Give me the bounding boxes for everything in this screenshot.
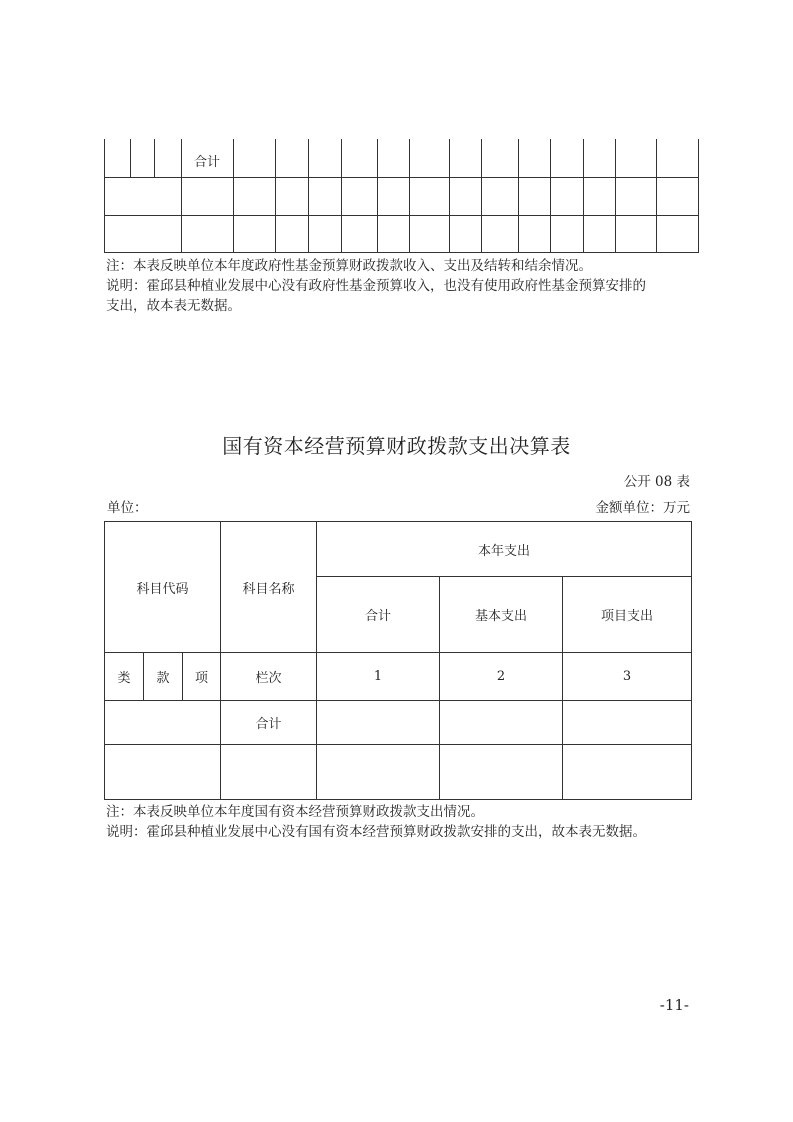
- note-line: 注：本表反映单位本年度政府性基金预算财政拨款收入、支出及结转和结余情况。: [106, 258, 592, 274]
- column-number: 1: [317, 653, 440, 701]
- code-item: 项: [183, 653, 221, 701]
- note-line: 说明：霍邱县种植业发展中心没有政府性基金预算收入，也没有使用政府性基金预算安排的: [106, 278, 646, 294]
- header-name: 科目名称: [221, 522, 317, 653]
- table-row: [105, 522, 692, 577]
- note-line: 说明：霍邱县种植业发展中心没有国有资本经营预算财政拨款安排的支出，故本表无数据。: [106, 824, 646, 840]
- header-year-expense: 本年支出: [317, 522, 692, 577]
- header-total: 合计: [317, 577, 440, 653]
- column-number: 2: [440, 653, 563, 701]
- top-continued-table: [104, 139, 699, 253]
- total-label: 合计: [182, 139, 234, 177]
- code-class: 类: [105, 653, 144, 701]
- page-number: -11-: [659, 996, 689, 1014]
- table-row: [105, 745, 692, 800]
- header-code: 科目代码: [105, 522, 221, 653]
- column-row-label: 栏次: [221, 653, 317, 701]
- note-line: 支出，故本表无数据。: [106, 298, 241, 314]
- total-row-label: 合计: [221, 701, 317, 745]
- column-number: 3: [563, 653, 692, 701]
- table-row: [105, 215, 699, 252]
- amount-unit: 金额单位：万元: [595, 500, 690, 516]
- table-row: [105, 139, 699, 177]
- main-table-notes: [106, 802, 706, 842]
- header-project: 项目支出: [563, 577, 692, 653]
- table-row: [105, 701, 692, 745]
- code-section: 款: [144, 653, 183, 701]
- top-table-notes: [106, 256, 706, 316]
- table-row: [105, 653, 692, 701]
- note-line: 注：本表反映单位本年度国有资本经营预算财政拨款支出情况。: [106, 804, 484, 820]
- form-number: 公开 08 表: [623, 474, 690, 490]
- table-row: [105, 177, 699, 215]
- expense-table: [104, 521, 692, 800]
- unit-label: 单位：: [107, 500, 148, 516]
- header-basic: 基本支出: [440, 577, 563, 653]
- page-title: 国有资本经营预算财政拨款支出决算表: [222, 434, 571, 458]
